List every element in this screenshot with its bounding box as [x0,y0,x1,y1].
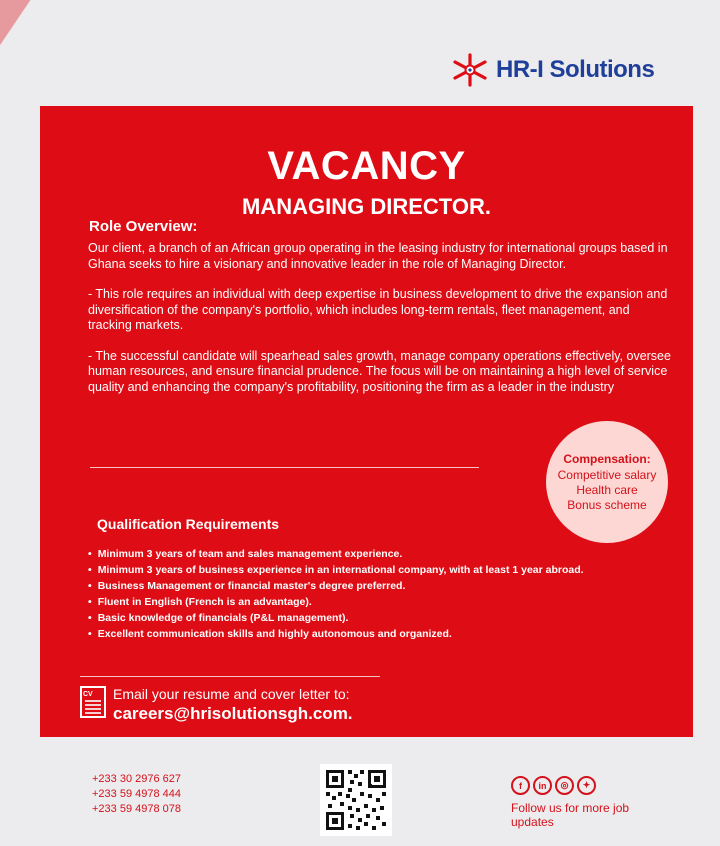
role-overview-heading: Role Overview: [89,218,198,235]
qualifications-heading: Qualification Requirements [97,516,280,532]
apply-email-link[interactable]: careers@hrisolutionsgh.com. [113,704,353,723]
twitter-icon[interactable]: ✦ [577,776,596,795]
list-item: • Basic knowledge of financials (P&L management). [88,610,688,626]
role-overview-text [88,241,673,410]
compensation-item: Competitive salary [557,467,657,482]
social-links [511,776,596,795]
section-divider [90,467,479,468]
phone-number[interactable]: +233 30 2976 627 [92,773,182,785]
list-item: • Business Management or financial master's degree preferred. [88,578,688,594]
facebook-icon[interactable]: f [511,776,530,795]
role-paragraph: Our client, a branch of an African group operating in the leasing industry for international groups based in Ghana seeks to hire a visionary and innovative leader in the role of Managing Director. [88,241,668,271]
list-item: • Minimum 3 years of team and sales management experience. [88,546,688,562]
compensation-item: Health care [576,482,638,497]
apply-instructions: Email your resume and cover letter to: [113,686,350,702]
decorative-stripe [0,0,281,92]
compensation-badge [546,421,668,543]
list-item: • Excellent communication skills and highly autonomous and organized. [88,626,688,642]
linkedin-icon[interactable]: in [533,776,552,795]
qr-code[interactable] [320,764,392,836]
cv-document-icon [80,686,106,718]
list-item: • Minimum 3 years of business experience in an international company, with at least 1 year abroad. [88,562,688,578]
qualifications-list [88,546,688,642]
follow-text: Follow us for more job updates [511,801,630,829]
brand-logo [450,50,654,90]
hr-logo-icon [450,52,490,88]
role-paragraph: - The successful candidate will spearhead sales growth, manage company operations effectively, oversee human resources, and ensure financial prudence. The focus will be on maintaining a high level of service quality and enhancing the company's profitability, positioning the firm as a leader in the industry [88,348,671,394]
svg-text:CV: CV [83,691,93,698]
page-title: VACANCY [267,144,466,188]
phone-list [92,772,181,817]
compensation-heading: Compensation: [563,451,651,466]
vacancy-panel [40,106,693,737]
section-divider [80,676,380,677]
job-title: MANAGING DIRECTOR. [242,194,491,219]
phone-number[interactable]: +233 59 4978 444 [92,788,182,800]
brand-name: HR-I Solutions [496,56,655,83]
instagram-icon[interactable]: ◎ [555,776,574,795]
phone-number[interactable]: +233 59 4978 078 [92,803,182,815]
role-paragraph: - This role requires an individual with deep expertise in business development to drive the expansion and diversification of the company's portfolio, which includes long-term rentals, fleet management, and tracking markets. [88,287,668,332]
list-item: • Fluent in English (French is an advantage). [88,594,688,610]
compensation-item: Bonus scheme [567,497,647,512]
